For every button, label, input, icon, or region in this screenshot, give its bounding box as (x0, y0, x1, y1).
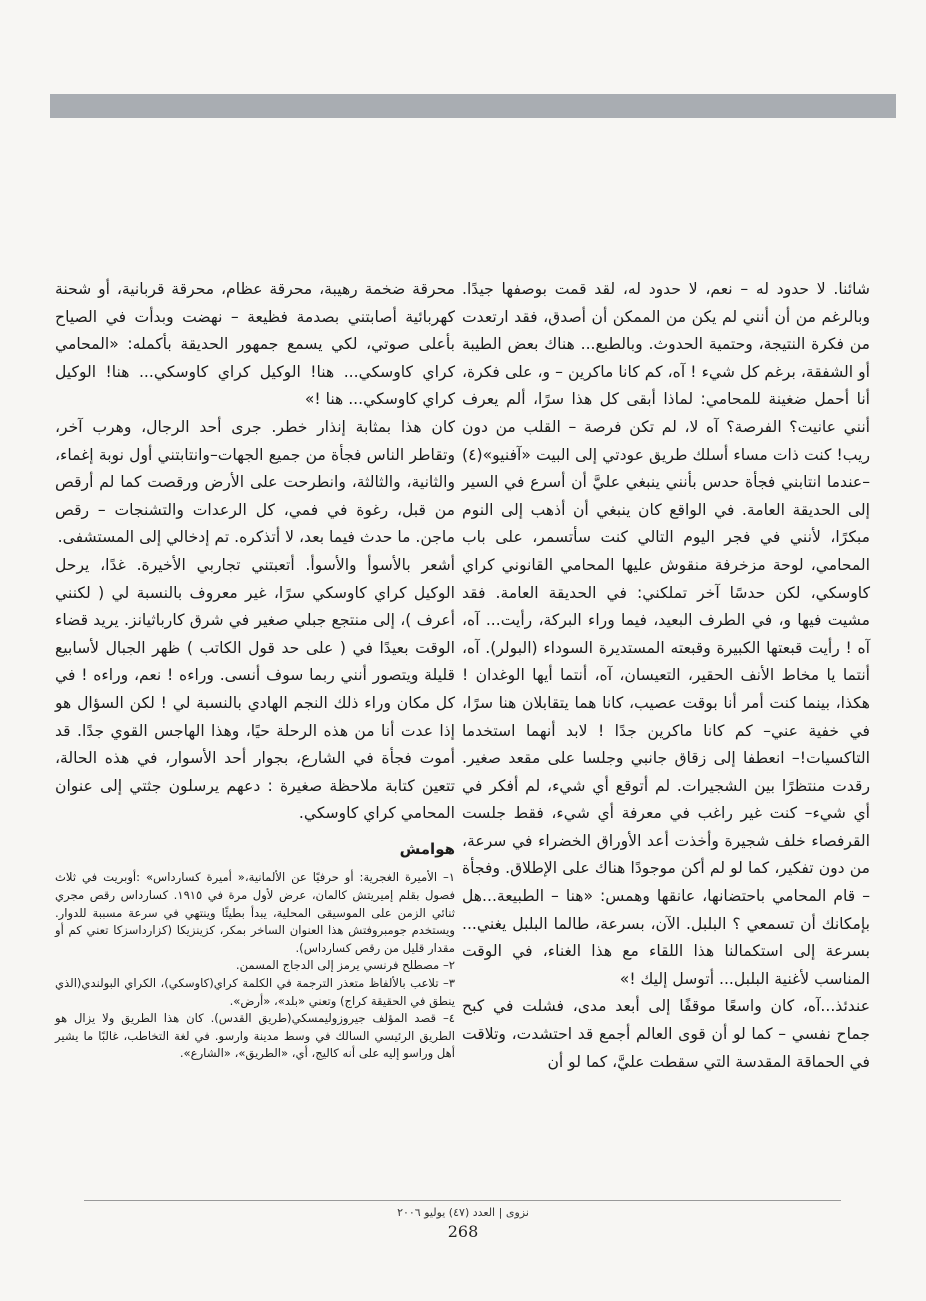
footnote-2: ٢– مصطلح فرنسي يرمز إلى الدجاج المسمن. (235, 958, 455, 973)
footer-magazine: نزوى (505, 1206, 529, 1219)
right-column (462, 276, 870, 1076)
left-paragraph-3: أشعر بالأسوأ والأسوأ. أتعبتني تجاربي الأخيرة. غدًا، يرحل الوكيل كراي كاوسكي سرًا، غير معروف بالنسبة لي ( لكنني أعرف )، إلى منتجع جبلي صغير في شرق كارباثيانز. يريد قضاء الوقت بعيدًا في ( على حد قول الكاتب ) ظهر الجبال لأسابيع قليلة ويتصور أنني ربما سوف أنسى. وراءه ! نعم، وراءه ! في كل مكان وراء ذلك النجم الهادي بالنسبة لي ! لكن السؤال هو إذا عدت أنا من هذه الرحلة حيًا، وهذا الهاجس القوي جدًا. قد أموت فجأة في الشارع، بجوار أحد الأسوار، في هذه الحالة، تتعين كتابة ملاحظة صغيرة : دعهم يرسلون جثتي إلى عنوان المحامي كراي كاوسكي. (55, 555, 455, 823)
header-bar (50, 94, 896, 118)
footer-separator: | (498, 1206, 503, 1219)
notes-title: هوامش (399, 839, 455, 858)
left-paragraph-2: كان هذا بمثابة إنذار خطر. جرى أحد الرجال، وهرب آخر، وتقاطر الناس فجأة من جميع الجهات–وانتابتني أول نوبة إغماء، والثانية، والثالثة، وانطرحت على الأرض ورقصت كما لم أرقص من قبل، رغوة في فمي، كل الرعدات والتشنجات – رقص ماجن. ما حدث فيما بعد، لا أتذكره. تم إدخالي إلى المستشفى. (55, 417, 455, 547)
footnote-4: ٤– قصد المؤلف جيروزوليمسكي(طريق القدس). كان هذا الطريق ولا يزال هو الطريق الرئيسي السالك في وسط مدينة وارسو. في لغة التخاطب، غالبًا ما يشير أهل وراسو إليه على أنه كاليج، أي، «الطريق»، «الشارع». (55, 1011, 455, 1061)
footer-rule (84, 1200, 841, 1201)
footnote-3: ٣– تلاعب بالألفاظ متعذر الترجمة في الكلمة كراي(كاوسكي)، الكراي البولندي(الذي ينطق في الحقيقة كراج) وتعني «بلد»، «أرض». (55, 976, 455, 1008)
footnotes (55, 869, 455, 1063)
footnote-1: ١– الأميرة الغجرية: أو حرفيًا عن الألمانية،« أميرة كسارداس» :أوبريت في ثلاث فصول بقلم إميريتش كالمان، عرض لأول مرة في ١٩١٥. كسارداس رقص مجري ثنائي الزمن على الموسيقى المحلية، يبدأ بطيئًا وينتهي في سرعة مسببة للدوار. ويستخدم جومبروفتش هذا العنوان الساخر بمكر، كزينزيكا (كزارداسزكا تعني كم أو مقدار قليل من رقص كسارداس). (55, 870, 455, 955)
footer-info (0, 1206, 926, 1219)
right-paragraph-1: شائنا. لا حدود له – نعم، لا حدود له، لقد قمت بوصفها جيدًا. وبالرغم من أن أنني لم يكن من الممكن أن أصدق، فقد ارتعدت من فكرة النتيجة، وحتمية الحدوث. وبالطبع... هناك بعض الطيبة أو الشفقة، برغم كل شيء ! آه، كم كانا ماكرين – و، على فكرة، أنا أحمل ضغينة للمحامي: لماذا أبقى كل هذا سرًا، ألم يعرف أنني عانيت؟ الفرصة؟ آه لا، لم تكن فرصة – القلب من دون ريب! كنت ذات مساء أسلك طريق عودتي إلى البيت «آفنيو»(٤) –عندما انتابني فجأة حدس بأنني ينبغي عليَّ أن أسرع في السير إلى الحديقة العامة. في الواقع كان ينبغي أن أذهب إلى النوم مبكرًا، لأنني في فجر اليوم التالي كنت سأتسمر، على باب المحامي، لوحة مزخرفة منقوش عليها المحامي القانوني كراي كاوسكي، لكن حدسًا آخر تملكني: في الحديقة العامة. فقد مشيت فيها و، في الطرف البعيد، فيما وراء البركة، رأيت... آه، آه ! رأيت قبعتها الكبيرة وقبعته المستديرة السوداء (البولر). آه، أنتما يا مخاط الأنف الحقير، التعيسان، آه، أنتما أيها الوغدان ! هكذا، بينما كنت أمر أنا بوقت عصيب، كانا هما يتقابلان هنا سرًا، في خفية عني– كم كانا ماكرين جدًا ! لابد أنهما استخدما التاكسيات!– انعطفا إلى زقاق جانبي وجلسا على مقعد صغير. رقدت منتظرًا بين الشجيرات. لم أتوقع أي شيء، لم أفكر في أي شيء– كنت غير راغب في معرفة أي شيء، فقط جلست القرفصاء خلف شجيرة وأخذت أعد الأوراق الخضراء في سرعة، من دون تفكير، كما لو لم أكن موجودًا هناك على الإطلاق. وفجأة – قام المحامي باحتضانها، عانقها وهمس: «هنا – الطبيعة...هل بإمكانك أن تسمعي ؟ البلبل. الآن، بسرعة، طالما البلبل يغني... بسرعة إلى استكمالنا هذا اللقاء مع هذا الغناء، في الوقت المناسب لأغنية البلبل... أتوسل إليك !» (462, 280, 870, 988)
left-paragraph-1: محرقة ضخمة رهيبة، محرقة عظام، محرقة قربانية، أو شحنة كهربائية أصابتني بصدمة فظيعة – نهضت وبدأت في الصياح بأعلى صوتي، لكي يسمع جمهور الحديقة بأكمله: «المحامي كراي كاوسكي... هنا! الوكيل كراي كاوسكي... هنا! الوكيل كراي كاوسكي... هنا !» (55, 280, 455, 409)
footer-issue: العدد (٤٧) يوليو ٢٠٠٦ (397, 1206, 496, 1219)
page-number: 268 (447, 1222, 479, 1241)
left-column (55, 276, 455, 1063)
right-paragraph-2: عندئذ...آه، كان واسعًا موقفًا إلى أبعد مدى، فشلت في كبح جماح نفسي – كما لو أن قوى العالم أجمع قد احتشدت، وتلاقت في الحماقة المقدسة التي سقطت عليَّ، كما لو أن (462, 997, 870, 1071)
